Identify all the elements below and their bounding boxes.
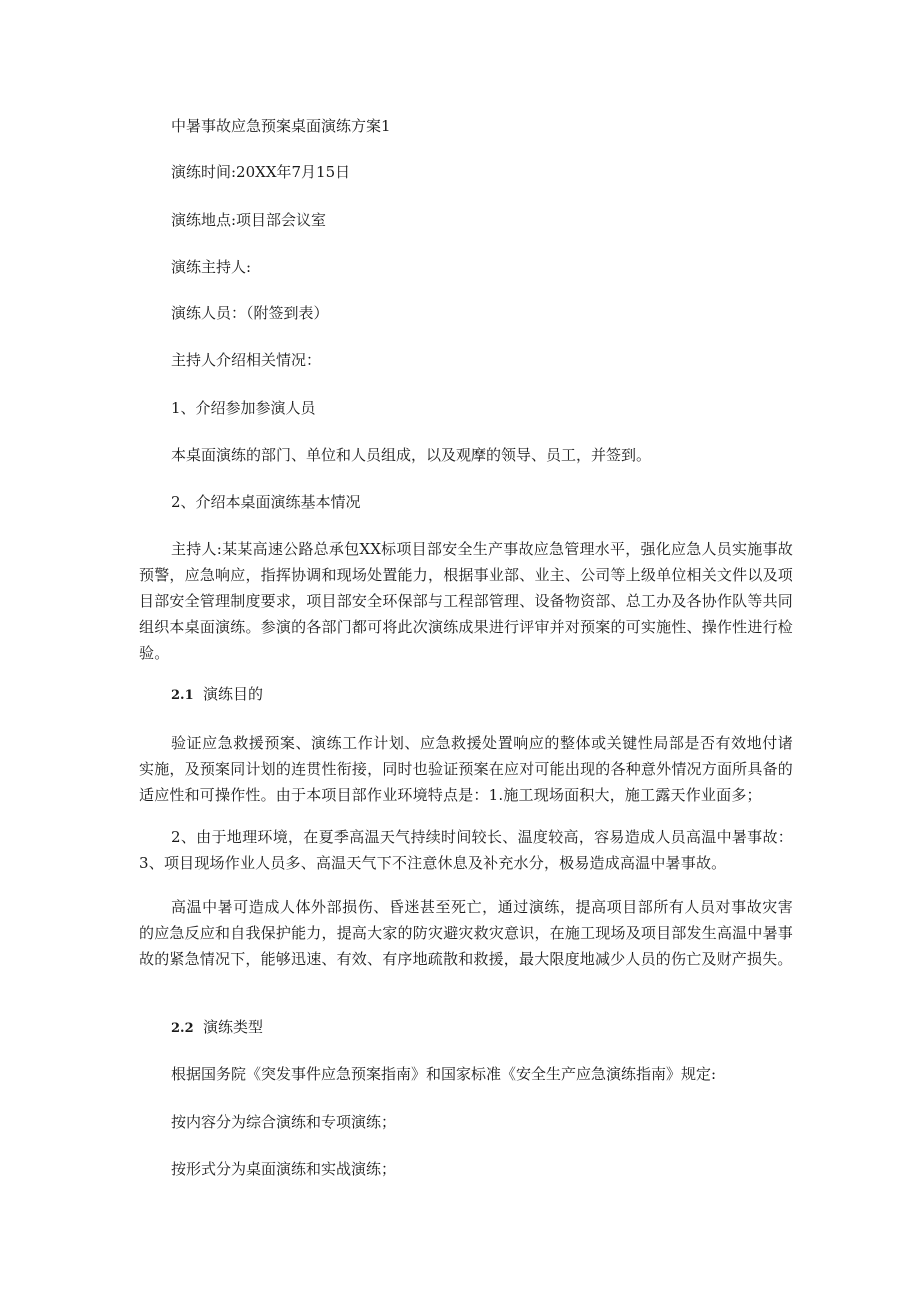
item1-text: 本桌面演练的部门、单位和人员组成，以及观摩的领导、员工，并签到。 xyxy=(171,446,652,464)
item2-paragraph: 主持人:某某高速公路总承包XX标项目部安全生产事故应急管理水平，强化应急人员实施事故预警，应急响应，指挥协调和现场处置能力，根据事业部、业主、公司等上级单位相关文件以及项目部安全管理制度要求，项目部安全环保部与工程部管理、设备物资部、总工办及各协作队等共同组织本桌面演练。参演的各部门都可将此次演练成果进行评审并对预案的可实施性、操作性进行检验。 xyxy=(139,540,793,662)
section-2-1-number: 2.1 xyxy=(171,688,194,703)
section-2-2-text: 根据国务院《突发事件应急预案指南》和国家标准《安全生产应急演练指南》规定: xyxy=(171,1065,717,1083)
host-intro: 主持人介绍相关情况： xyxy=(171,351,322,369)
item2-heading: 2、介绍本桌面演练基本情况 xyxy=(171,493,361,511)
drill-location: 演练地点:项目部会议室 xyxy=(171,211,327,229)
section-2-2-heading xyxy=(171,1017,263,1039)
drill-participants: 演练人员：（附签到表） xyxy=(171,304,329,322)
document-title: 中暑事故应急预案桌面演练方案1 xyxy=(171,117,391,135)
section-2-2-item1: 按内容分为综合演练和专项演练； xyxy=(171,1113,397,1131)
section-2-2-title: 演练类型 xyxy=(203,1018,264,1036)
section-2-1-paragraph-2: 2、由于地理环境，在夏季高温天气持续时间较长、温度较高，容易造成人员高温中暑事故：3、项目现场作业人员多、高温天气下不注意休息及补充水分，极易造成高温中暑事故。 xyxy=(139,828,793,872)
section-2-2-number: 2.2 xyxy=(171,1021,194,1036)
drill-host: 演练主持人: xyxy=(171,258,252,276)
item1-heading: 1、介绍参加参演人员 xyxy=(171,399,316,417)
section-2-1-heading xyxy=(171,684,263,706)
drill-time: 演练时间:20XX年7月15日 xyxy=(171,163,351,181)
section-2-1-title: 演练目的 xyxy=(203,685,264,703)
section-2-2-item2: 按形式分为桌面演练和实战演练； xyxy=(171,1160,397,1178)
section-2-1-paragraph-3: 高温中暑可造成人体外部损伤、昏迷甚至死亡，通过演练，提高项目部所有人员对事故灾害的应急反应和自我保护能力，提高大家的防灾避灾救灾意识，在施工现场及项目部发生高温中暑事故的紧急情况下，能够迅速、有效、有序地疏散和救援，最大限度地减少人员的伤亡及财产损失。 xyxy=(139,898,793,968)
section-2-1-paragraph-1: 验证应急救援预案、演练工作计划、应急救援处置响应的整体或关键性局部是否有效地付诸实施，及预案同计划的连贯性衔接，同时也验证预案在应对可能出现的各种意外情况方面所具备的适应性和可操作性。由于本项目部作业环境特点是：1.施工现场面积大，施工露天作业面多； xyxy=(139,734,793,804)
